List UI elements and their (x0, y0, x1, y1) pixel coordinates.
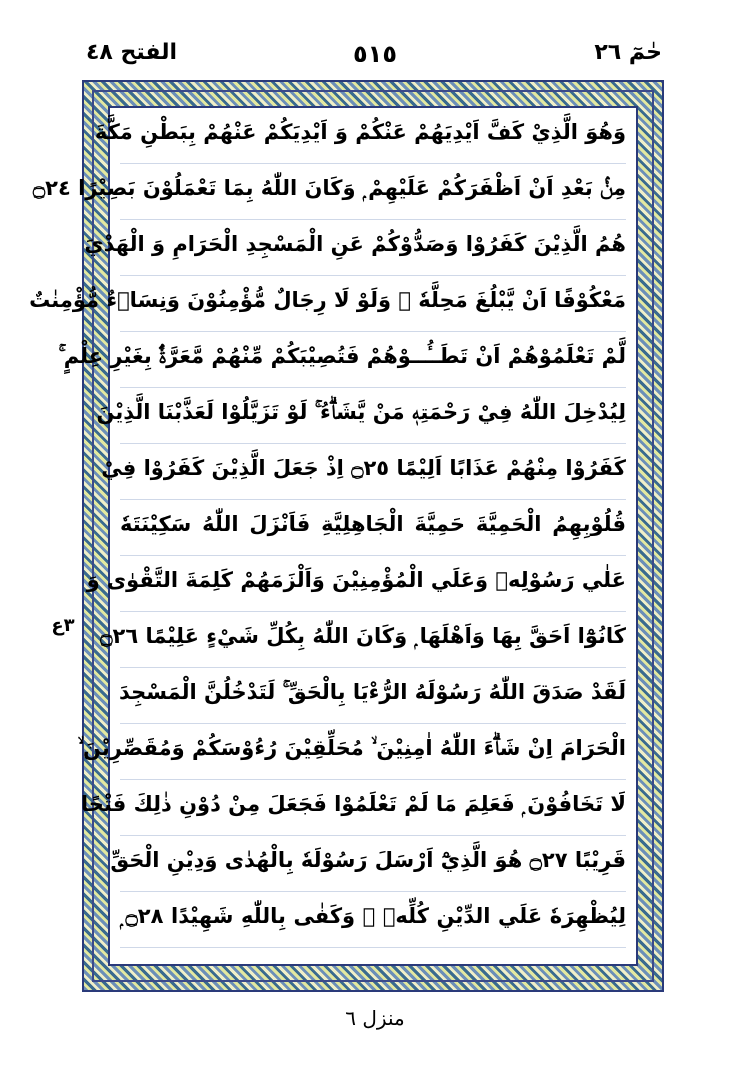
verse-line-12: الْحَرَامَ اِنْ شَاۗءَ اللّٰهُ اٰمِنِيْنَ ۙ مُحَلِّقِيْنَ رُءُوْسَكُمْ وَمُقَصِّرِيْنَ ۙ (120, 728, 626, 784)
verse-line-6: لِيُدْخِلَ اللّٰهُ فِيْ رَحْمَتِهٖ مَنْ يَّشَاۗءُ ۚ لَوْ تَزَيَّلُوْا لَعَذَّبْنَا الَّذِيْنَ (120, 392, 626, 448)
juz-name: حٰمٓ ٢٦ (594, 40, 662, 65)
verse-line-3: هُمُ الَّذِيْنَ كَفَرُوْا وَصَدُّوْكُمْ عَنِ الْمَسْجِدِ الْحَرَامِ وَ الْهَدْيَ (120, 224, 626, 280)
manzil-label: منزل ٦ (345, 1006, 405, 1030)
verse-line-7: كَفَرُوْا مِنْهُمْ عَذَابًا اَلِيْمًا ۝٢٥ اِذْ جَعَلَ الَّذِيْنَ كَفَرُوْا فِيْ (120, 448, 626, 504)
verse-line-14: قَرِيْبًا ۝٢٧ هُوَ الَّذِيْٓ اَرْسَلَ رَسُوْلَهٗ بِالْهُدٰى وَدِيْنِ الْحَقِّ (120, 840, 626, 896)
page-header (0, 40, 750, 80)
verse-line-1: وَهُوَ الَّذِيْ كَفَّ اَيْدِيَهُمْ عَنْكُمْ وَ اَيْدِيَكُمْ عَنْهُمْ بِبَطْنِ مَكَّةَ (120, 112, 626, 168)
verse-line-2: مِنْۢ بَعْدِ اَنْ اَظْفَرَكُمْ عَلَيْهِمْ ۭ وَكَانَ اللّٰهُ بِمَا تَعْمَلُوْنَ بَصِيْرًا ۝٢٤ (120, 168, 626, 224)
verse-line-11: لَقَدْ صَدَقَ اللّٰهُ رَسُوْلَهُ الرُّءْيَا بِالْحَقِّ ۚ لَتَدْخُلُنَّ الْمَسْجِدَ (120, 672, 626, 728)
surah-name: الفتح ٤٨ (86, 40, 177, 65)
verse-line-10: كَانُوْٓا اَحَقَّ بِهَا وَاَهْلَهَا ۭ وَكَانَ اللّٰهُ بِكُلِّ شَيْءٍ عَلِيْمًا ۝٢٦ (120, 616, 626, 672)
verse-line-4: مَعْكُوْفًا اَنْ يَّبْلُغَ مَحِلَّهٗ ۭ وَلَوْ لَا رِجَالٌ مُّؤْمِنُوْنَ وَنِسَاۗءٌ مُّؤْمِنٰتٌ (120, 280, 626, 336)
page-number: ٥١٥ (353, 40, 397, 68)
verse-line-9: عَلٰي رَسُوْلِهٖ وَعَلَي الْمُؤْمِنِيْنَ وَاَلْزَمَهُمْ كَلِمَةَ التَّقْوٰى وَ (120, 560, 626, 616)
verse-line-8: قُلُوْبِهِمُ الْحَمِيَّةَ حَمِيَّةَ الْجَاهِلِيَّةِ فَاَنْزَلَ اللّٰهُ سَكِيْنَتَهٗ (120, 504, 626, 560)
verse-line-5: لَّمْ تَعْلَمُوْهُمْ اَنْ تَطَــُٔــوْهُمْ فَتُصِيْبَكُمْ مِّنْهُمْ مَّعَرَّةٌۢ بِغَيْرِ عِلْمٍ ۚ (120, 336, 626, 392)
ruku-marker: ٣ع (51, 615, 75, 636)
verse-line-15: لِيُظْهِرَهٗ عَلَي الدِّيْنِ كُلِّهٖ ۭ وَكَفٰى بِاللّٰهِ شَهِيْدًا ۝٢٨ ۭ (120, 896, 626, 952)
verse-line-13: لَا تَخَافُوْنَ ۭ فَعَلِمَ مَا لَمْ تَعْلَمُوْا فَجَعَلَ مِنْ دُوْنِ ذٰلِكَ فَتْحًا (120, 784, 626, 840)
